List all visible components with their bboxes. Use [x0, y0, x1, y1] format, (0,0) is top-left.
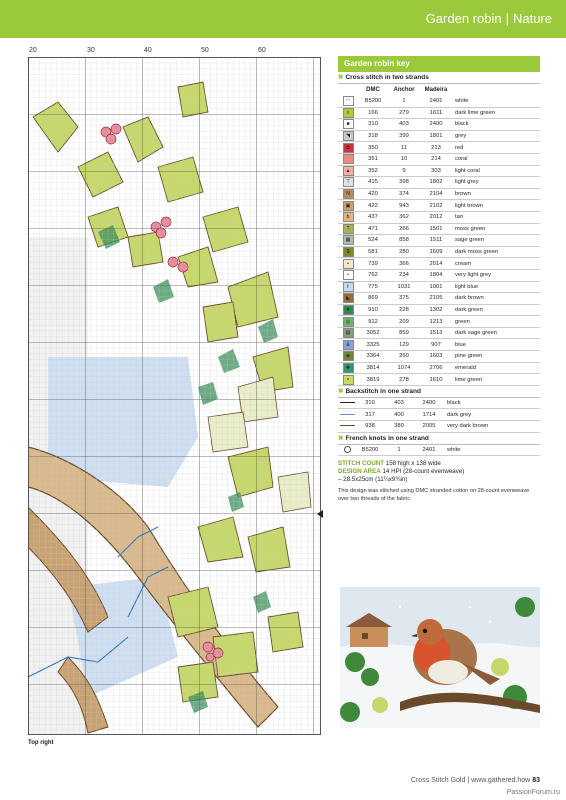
key-row [338, 165, 540, 177]
ruler-number: 50 [201, 47, 209, 54]
anchor-cell: 260 [388, 351, 420, 363]
color-name-cell: white [444, 445, 540, 456]
symbol-cell [338, 421, 356, 433]
madeira-cell: 2401 [414, 445, 444, 456]
design-area-size: – 28.5x25cm (11¼x9¾in) [338, 476, 408, 484]
key-row [338, 409, 540, 421]
cross-stitch-table [338, 84, 540, 386]
column-header: Anchor [393, 87, 415, 93]
dmc-cell: 3052 [358, 327, 388, 339]
anchor-cell: 375 [388, 293, 420, 305]
dmc-cell: 3325 [358, 339, 388, 351]
thread-swatch-icon: N [343, 189, 354, 199]
symbol-cell [338, 316, 358, 328]
madeira-cell: 2012 [420, 211, 452, 223]
symbol-cell [338, 153, 358, 165]
dmc-cell: 524 [358, 235, 388, 247]
key-row [338, 235, 540, 247]
madeira-cell: 1603 [420, 351, 452, 363]
madeira-cell: 2105 [420, 293, 452, 305]
thread-swatch-icon: ◥ [343, 131, 354, 141]
cross-icon: ✖ [338, 387, 344, 395]
thread-swatch-icon: • [343, 259, 354, 269]
madeira-cell: 214 [420, 153, 452, 165]
anchor-cell: 858 [388, 235, 420, 247]
ruler-number: 40 [144, 47, 152, 54]
ruler-number: 20 [29, 47, 37, 54]
thread-swatch-icon: ✿ [343, 143, 354, 153]
symbol-cell [338, 304, 358, 316]
anchor-cell: 400 [384, 409, 414, 421]
key-row [338, 96, 540, 107]
anchor-cell: 129 [388, 339, 420, 351]
key-row [338, 211, 540, 223]
dmc-cell: 350 [358, 142, 388, 154]
title-separator: | [505, 11, 509, 26]
symbol-cell [338, 107, 358, 119]
french-knot-icon [344, 446, 351, 453]
thread-swatch-icon: ⊤ [343, 177, 354, 187]
stitch-count-value: 158 high x 138 wide [385, 460, 441, 468]
thread-swatch-icon: ▣ [343, 201, 354, 211]
key-row [338, 339, 540, 351]
dmc-cell: 471 [358, 223, 388, 235]
thread-swatch-icon: b [343, 212, 354, 222]
page-footer [411, 777, 540, 784]
symbol-cell [338, 177, 358, 189]
symbol-cell [338, 339, 358, 351]
french-knots-table [338, 445, 540, 457]
design-area-label: DESIGN AREA [338, 468, 381, 476]
symbol-cell [338, 293, 358, 305]
key-row [338, 304, 540, 316]
backstitch-heading-text: Backstitch in one strand [345, 387, 421, 395]
dmc-cell: 775 [358, 281, 388, 293]
anchor-cell: 399 [388, 130, 420, 142]
thread-swatch-icon: × [343, 375, 354, 385]
color-name-cell: dark moss green [452, 246, 540, 258]
madeira-cell: 1609 [420, 246, 452, 258]
madeira-cell: 1302 [420, 304, 452, 316]
anchor-cell: 1 [388, 96, 420, 107]
backstitch-heading [338, 386, 540, 398]
anchor-cell: 403 [388, 119, 420, 131]
symbol-cell [338, 398, 356, 409]
key-row [338, 281, 540, 293]
color-name-cell: dark green [452, 304, 540, 316]
madeira-cell: 907 [420, 339, 452, 351]
cross-stitch-heading-text: Cross stitch in two strands [345, 74, 429, 81]
key-row [338, 421, 540, 433]
dmc-cell: 869 [358, 293, 388, 305]
key-row [338, 130, 540, 142]
symbol-cell [338, 327, 358, 339]
symbol-cell [338, 130, 358, 142]
symbol-cell [338, 188, 358, 200]
color-name-cell: black [452, 119, 540, 131]
madeira-cell: 1213 [420, 316, 452, 328]
dmc-cell: B5200 [358, 96, 388, 107]
dmc-cell: 3814 [358, 362, 388, 374]
key-row [338, 293, 540, 305]
anchor-cell: 10 [388, 153, 420, 165]
key-row [338, 119, 540, 131]
backstitch-line-icon [340, 414, 355, 415]
key-row [338, 153, 540, 165]
symbol-cell [338, 374, 358, 386]
dmc-cell: 739 [358, 258, 388, 270]
robin-photo-graphic [340, 587, 540, 728]
anchor-cell: 278 [388, 374, 420, 386]
color-name-cell: coral [452, 153, 540, 165]
color-name-cell: light grey [452, 177, 540, 189]
cross-stitch-heading [338, 72, 540, 84]
madeira-cell: 1802 [420, 177, 452, 189]
symbol-cell [338, 351, 358, 363]
key-row [338, 177, 540, 189]
madeira-cell: 2706 [420, 362, 452, 374]
key-row [338, 351, 540, 363]
symbol-cell [338, 258, 358, 270]
symbol-cell [338, 246, 358, 258]
anchor-cell: 380 [384, 421, 414, 433]
cross-icon: ✖ [338, 74, 344, 81]
dmc-cell: 581 [358, 246, 388, 258]
color-name-cell: very light grey [452, 269, 540, 281]
column-header: Madeira [424, 87, 448, 93]
madeira-cell: 1610 [420, 374, 452, 386]
madeira-cell: 2104 [420, 188, 452, 200]
thread-swatch-icon: ◈ [343, 351, 354, 361]
madeira-cell: 1001 [420, 281, 452, 293]
color-name-cell: green [452, 316, 540, 328]
color-name-cell: emerald [452, 362, 540, 374]
anchor-cell: 9 [388, 165, 420, 177]
french-knots-heading [338, 433, 540, 445]
chart-graphic [28, 57, 321, 735]
footer-text: Cross Stitch Gold | www.gathered.how [410, 777, 531, 784]
cross-icon: ✖ [338, 434, 344, 442]
watermark: PassionForum.ru [506, 789, 560, 796]
key-row [338, 258, 540, 270]
madeira-cell: 1511 [420, 235, 452, 247]
anchor-cell: 234 [388, 269, 420, 281]
madeira-cell: 1714 [414, 409, 444, 421]
symbol-cell [338, 269, 358, 281]
center-arrow-icon [317, 510, 323, 518]
thread-swatch-icon: ▲ [343, 166, 354, 176]
dmc-cell: 938 [356, 421, 384, 433]
key-row [338, 374, 540, 386]
anchor-cell: 859 [388, 327, 420, 339]
symbol-cell [338, 119, 358, 131]
symbol-cell [338, 211, 358, 223]
madeira-cell: 303 [420, 165, 452, 177]
key-row [338, 107, 540, 119]
anchor-cell: 280 [388, 246, 420, 258]
header-bar [0, 0, 566, 38]
madeira-cell: 1801 [420, 130, 452, 142]
symbol-cell [338, 409, 356, 421]
dmc-cell: 310 [358, 119, 388, 131]
thread-swatch-icon: ? [343, 224, 354, 234]
anchor-cell: 1074 [388, 362, 420, 374]
chart-caption: Top right [28, 740, 54, 746]
color-name-cell: pine green [452, 351, 540, 363]
color-name-cell: black [444, 398, 540, 409]
anchor-cell: 1 [384, 445, 414, 456]
symbol-cell [338, 96, 358, 107]
anchor-cell: 11 [388, 142, 420, 154]
ruler-number: 60 [258, 47, 266, 54]
key-row [338, 445, 540, 456]
symbol-cell [338, 142, 358, 154]
dmc-cell: 317 [356, 409, 384, 421]
column-header: DMC [366, 87, 380, 93]
color-name-cell: very dark brown [444, 421, 540, 433]
key-row [338, 188, 540, 200]
madeira-cell: 1804 [420, 269, 452, 281]
thread-swatch-icon: ◠ [343, 96, 354, 106]
stitch-count-label: STITCH COUNT [338, 460, 385, 468]
madeira-cell: 2400 [414, 398, 444, 409]
dmc-cell: 910 [358, 304, 388, 316]
key-row [338, 246, 540, 258]
ruler-number: 30 [87, 47, 95, 54]
design-area-value: 14 HPI (28-count evenweave) [382, 468, 465, 476]
dmc-cell: 310 [356, 398, 384, 409]
stitch-chart [28, 57, 321, 735]
backstitch-table [338, 398, 540, 433]
key-title: Garden robin key [338, 56, 540, 72]
page-number: 83 [532, 777, 540, 784]
key-row [338, 398, 540, 409]
page-title [426, 11, 552, 26]
madeira-cell: 1611 [420, 107, 452, 119]
anchor-cell: 228 [388, 304, 420, 316]
anchor-cell: 1031 [388, 281, 420, 293]
anchor-cell: 266 [388, 223, 420, 235]
anchor-cell: 374 [388, 188, 420, 200]
color-name-header [452, 84, 540, 96]
thread-swatch-icon [343, 154, 354, 164]
color-name-cell: light coral [452, 165, 540, 177]
symbol-cell [338, 235, 358, 247]
madeira-cell: 2400 [420, 119, 452, 131]
thread-swatch-icon: ◎ [343, 317, 354, 327]
dmc-cell: 420 [358, 188, 388, 200]
color-name-cell: white [452, 96, 540, 107]
dmc-cell: 3819 [358, 374, 388, 386]
section-title: Garden robin [425, 11, 502, 26]
thread-swatch-icon: ▤ [343, 328, 354, 338]
key-row [338, 223, 540, 235]
key-row [338, 316, 540, 328]
key-row [338, 362, 540, 374]
thread-swatch-icon: ✚ [343, 363, 354, 373]
robin-photo [340, 587, 540, 728]
backstitch-line-icon [340, 402, 355, 403]
color-name-cell: dark grey [444, 409, 540, 421]
key-row [338, 327, 540, 339]
anchor-cell: 366 [388, 258, 420, 270]
dmc-cell: B5200 [356, 445, 384, 456]
symbol-header [338, 84, 358, 96]
madeira-cell: 2005 [414, 421, 444, 433]
madeira-cell: 1513 [420, 327, 452, 339]
madeira-cell: 1501 [420, 223, 452, 235]
color-name-cell: dark brown [452, 293, 540, 305]
french-knots-heading-text: French knots in one strand [345, 434, 429, 442]
symbol-cell [338, 362, 358, 374]
madeira-cell: 2102 [420, 200, 452, 212]
key-panel [338, 56, 540, 503]
key-row [338, 200, 540, 212]
stitching-note: This design was stitched using DMC stranded cotton on 28-count evenweave over two threads of the fabric [338, 488, 530, 502]
anchor-cell: 279 [388, 107, 420, 119]
dmc-cell: 318 [358, 130, 388, 142]
anchor-cell: 398 [388, 177, 420, 189]
backstitch-line-icon [340, 425, 355, 426]
thread-swatch-icon: ▼ [343, 305, 354, 315]
madeira-cell: 2014 [420, 258, 452, 270]
color-name-cell: sage green [452, 235, 540, 247]
thread-swatch-icon: ▦ [343, 235, 354, 245]
color-name-cell: red [452, 142, 540, 154]
thread-swatch-icon: ◣ [343, 293, 354, 303]
thread-swatch-icon: ■ [343, 119, 354, 129]
color-name-cell: light brown [452, 200, 540, 212]
thread-swatch-icon: t [343, 282, 354, 292]
dmc-cell: 166 [358, 107, 388, 119]
symbol-cell [338, 165, 358, 177]
symbol-cell [338, 445, 356, 456]
thread-swatch-icon: $ [343, 247, 354, 257]
color-name-cell: tan [452, 211, 540, 223]
anchor-cell: 209 [388, 316, 420, 328]
color-name-cell: lime green [452, 374, 540, 386]
dmc-cell: 415 [358, 177, 388, 189]
key-row [338, 142, 540, 154]
color-name-cell: dark sage green [452, 327, 540, 339]
dmc-cell: 3364 [358, 351, 388, 363]
color-name-cell: dark lime green [452, 107, 540, 119]
madeira-cell: 213 [420, 142, 452, 154]
symbol-cell [338, 281, 358, 293]
stitch-stats [338, 460, 540, 484]
dmc-cell: 437 [358, 211, 388, 223]
color-name-cell: cream [452, 258, 540, 270]
dmc-cell: 762 [358, 269, 388, 281]
key-row [338, 269, 540, 281]
color-name-cell: grey [452, 130, 540, 142]
category-title: Nature [512, 11, 552, 26]
color-name-cell: light blue [452, 281, 540, 293]
dmc-cell: 351 [358, 153, 388, 165]
color-name-cell: brown [452, 188, 540, 200]
symbol-cell [338, 223, 358, 235]
color-name-cell: moss green [452, 223, 540, 235]
color-name-cell: blue [452, 339, 540, 351]
madeira-cell: 2401 [420, 96, 452, 107]
anchor-cell: 362 [388, 211, 420, 223]
anchor-cell: 403 [384, 398, 414, 409]
dmc-cell: 422 [358, 200, 388, 212]
dmc-cell: 912 [358, 316, 388, 328]
thread-swatch-icon: & [343, 340, 354, 350]
dmc-cell: 352 [358, 165, 388, 177]
thread-swatch-icon: ◊ [343, 108, 354, 118]
anchor-cell: 943 [388, 200, 420, 212]
symbol-cell [338, 200, 358, 212]
thread-swatch-icon: • [343, 270, 354, 280]
